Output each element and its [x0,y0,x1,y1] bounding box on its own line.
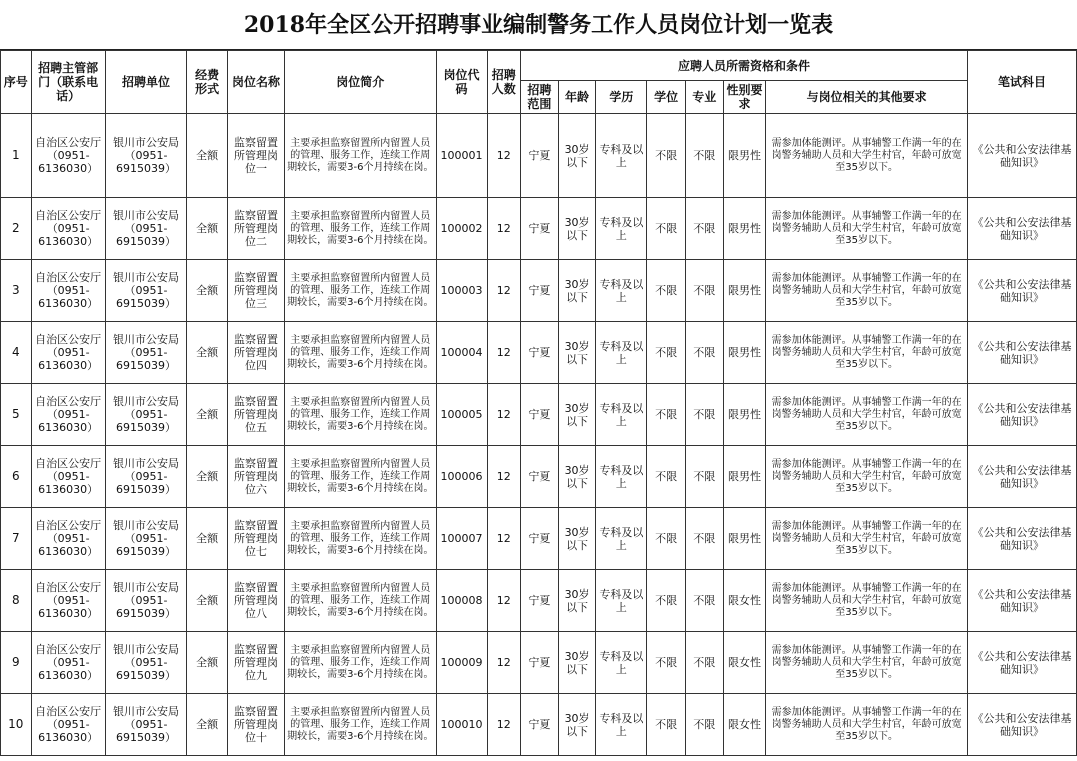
cell-code: 100004 [436,322,487,384]
cell-fund: 全额 [187,570,228,632]
cell-position-name: 监察留置所管理岗位九 [227,632,284,694]
cell-fund: 全额 [187,114,228,198]
cell-education: 专科及以上 [596,508,647,570]
table-row [1,446,1077,508]
cell-range: 宁夏 [521,322,559,384]
cell-exam: 《公共和公安法律基础知识》 [967,384,1076,446]
cell-intro: 主要承担监察留置所内留置人员的管理、服务工作，连续工作周期较长，需要3-6个月持续在岗。 [284,508,436,570]
cell-major: 不限 [685,260,723,322]
cell-major: 不限 [685,446,723,508]
cell-range: 宁夏 [521,632,559,694]
cell-education: 专科及以上 [596,384,647,446]
cell-unit: 银川市公安局（0951-6915039） [105,694,186,756]
cell-dept: 自治区公安厅（0951-6136030） [31,446,105,508]
cell-count: 12 [487,322,521,384]
cell-fund: 全额 [187,632,228,694]
cell-degree: 不限 [647,260,686,322]
cell-unit: 银川市公安局（0951-6915039） [105,198,186,260]
header-count: 招聘人数 [487,51,521,114]
cell-major: 不限 [685,632,723,694]
cell-age: 30岁以下 [558,570,596,632]
table-row [1,260,1077,322]
cell-age: 30岁以下 [558,694,596,756]
cell-seq: 10 [1,694,32,756]
cell-gender: 限男性 [723,384,766,446]
cell-unit: 银川市公安局（0951-6915039） [105,322,186,384]
cell-dept: 自治区公安厅（0951-6136030） [31,570,105,632]
cell-count: 12 [487,508,521,570]
cell-code: 100001 [436,114,487,198]
cell-seq: 9 [1,632,32,694]
cell-degree: 不限 [647,384,686,446]
header-degree: 学位 [647,81,686,114]
cell-dept: 自治区公安厅（0951-6136030） [31,198,105,260]
cell-count: 12 [487,570,521,632]
cell-dept: 自治区公安厅（0951-6136030） [31,632,105,694]
table-row [1,694,1077,756]
cell-gender: 限男性 [723,260,766,322]
table-row [1,114,1077,198]
header-intro: 岗位简介 [284,51,436,114]
cell-education: 专科及以上 [596,322,647,384]
cell-education: 专科及以上 [596,694,647,756]
cell-exam: 《公共和公安法律基础知识》 [967,632,1076,694]
cell-range: 宁夏 [521,446,559,508]
cell-degree: 不限 [647,114,686,198]
cell-degree: 不限 [647,570,686,632]
cell-age: 30岁以下 [558,508,596,570]
cell-intro: 主要承担监察留置所内留置人员的管理、服务工作，连续工作周期较长，需要3-6个月持续在岗。 [284,632,436,694]
cell-fund: 全额 [187,260,228,322]
cell-intro: 主要承担监察留置所内留置人员的管理、服务工作，连续工作周期较长，需要3-6个月持续在岗。 [284,570,436,632]
cell-dept: 自治区公安厅（0951-6136030） [31,508,105,570]
cell-other: 需参加体能测评。从事辅警工作满一年的在岗警务辅助人员和大学生村官，年龄可放宽至35岁以下。 [766,260,968,322]
cell-dept: 自治区公安厅（0951-6136030） [31,322,105,384]
table-body [1,114,1077,756]
cell-age: 30岁以下 [558,322,596,384]
cell-other: 需参加体能测评。从事辅警工作满一年的在岗警务辅助人员和大学生村官，年龄可放宽至35岁以下。 [766,114,968,198]
cell-other: 需参加体能测评。从事辅警工作满一年的在岗警务辅助人员和大学生村官，年龄可放宽至35岁以下。 [766,570,968,632]
cell-code: 100005 [436,384,487,446]
header-seq: 序号 [1,51,32,114]
cell-education: 专科及以上 [596,198,647,260]
cell-fund: 全额 [187,198,228,260]
cell-degree: 不限 [647,198,686,260]
cell-fund: 全额 [187,384,228,446]
cell-other: 需参加体能测评。从事辅警工作满一年的在岗警务辅助人员和大学生村官，年龄可放宽至35岁以下。 [766,198,968,260]
cell-exam: 《公共和公安法律基础知识》 [967,114,1076,198]
recruitment-table [0,50,1077,756]
cell-position-name: 监察留置所管理岗位三 [227,260,284,322]
header-row [1,51,1077,81]
cell-count: 12 [487,632,521,694]
cell-exam: 《公共和公安法律基础知识》 [967,198,1076,260]
cell-unit: 银川市公安局（0951-6915039） [105,446,186,508]
cell-degree: 不限 [647,632,686,694]
cell-code: 100006 [436,446,487,508]
cell-count: 12 [487,384,521,446]
cell-other: 需参加体能测评。从事辅警工作满一年的在岗警务辅助人员和大学生村官，年龄可放宽至35岁以下。 [766,508,968,570]
cell-range: 宁夏 [521,694,559,756]
cell-unit: 银川市公安局（0951-6915039） [105,384,186,446]
cell-position-name: 监察留置所管理岗位七 [227,508,284,570]
cell-age: 30岁以下 [558,632,596,694]
cell-exam: 《公共和公安法律基础知识》 [967,694,1076,756]
cell-fund: 全额 [187,322,228,384]
header-range: 招聘范围 [521,81,559,114]
cell-gender: 限女性 [723,694,766,756]
table-row [1,508,1077,570]
cell-intro: 主要承担监察留置所内留置人员的管理、服务工作，连续工作周期较长，需要3-6个月持续在岗。 [284,198,436,260]
cell-major: 不限 [685,384,723,446]
header-gender: 性别要求 [723,81,766,114]
cell-exam: 《公共和公安法律基础知识》 [967,446,1076,508]
cell-exam: 《公共和公安法律基础知识》 [967,508,1076,570]
header-dept: 招聘主管部门（联系电话） [31,51,105,114]
table-row [1,198,1077,260]
cell-position-name: 监察留置所管理岗位四 [227,322,284,384]
cell-education: 专科及以上 [596,570,647,632]
cell-count: 12 [487,198,521,260]
cell-unit: 银川市公安局（0951-6915039） [105,508,186,570]
cell-gender: 限男性 [723,322,766,384]
cell-position-name: 监察留置所管理岗位十 [227,694,284,756]
cell-unit: 银川市公安局（0951-6915039） [105,632,186,694]
cell-fund: 全额 [187,446,228,508]
header-other: 与岗位相关的其他要求 [766,81,968,114]
cell-other: 需参加体能测评。从事辅警工作满一年的在岗警务辅助人员和大学生村官，年龄可放宽至35岁以下。 [766,632,968,694]
cell-position-name: 监察留置所管理岗位一 [227,114,284,198]
cell-intro: 主要承担监察留置所内留置人员的管理、服务工作，连续工作周期较长，需要3-6个月持续在岗。 [284,694,436,756]
cell-seq: 2 [1,198,32,260]
cell-code: 100010 [436,694,487,756]
cell-education: 专科及以上 [596,260,647,322]
cell-gender: 限女性 [723,632,766,694]
cell-seq: 1 [1,114,32,198]
cell-major: 不限 [685,570,723,632]
cell-position-name: 监察留置所管理岗位五 [227,384,284,446]
cell-major: 不限 [685,508,723,570]
header-position-name: 岗位名称 [227,51,284,114]
cell-intro: 主要承担监察留置所内留置人员的管理、服务工作，连续工作周期较长，需要3-6个月持续在岗。 [284,384,436,446]
header-exam: 笔试科目 [967,51,1076,114]
cell-education: 专科及以上 [596,632,647,694]
table-row [1,384,1077,446]
cell-gender: 限男性 [723,114,766,198]
cell-age: 30岁以下 [558,446,596,508]
cell-seq: 6 [1,446,32,508]
cell-exam: 《公共和公安法律基础知识》 [967,570,1076,632]
cell-seq: 5 [1,384,32,446]
cell-age: 30岁以下 [558,198,596,260]
cell-degree: 不限 [647,694,686,756]
cell-range: 宁夏 [521,384,559,446]
cell-age: 30岁以下 [558,114,596,198]
cell-position-name: 监察留置所管理岗位二 [227,198,284,260]
cell-exam: 《公共和公安法律基础知识》 [967,322,1076,384]
cell-major: 不限 [685,198,723,260]
cell-intro: 主要承担监察留置所内留置人员的管理、服务工作，连续工作周期较长，需要3-6个月持续在岗。 [284,322,436,384]
cell-range: 宁夏 [521,260,559,322]
cell-intro: 主要承担监察留置所内留置人员的管理、服务工作，连续工作周期较长，需要3-6个月持续在岗。 [284,260,436,322]
cell-intro: 主要承担监察留置所内留置人员的管理、服务工作，连续工作周期较长，需要3-6个月持续在岗。 [284,114,436,198]
cell-gender: 限男性 [723,508,766,570]
cell-code: 100003 [436,260,487,322]
header-qualifications: 应聘人员所需资格和条件 [521,51,968,81]
cell-position-name: 监察留置所管理岗位八 [227,570,284,632]
cell-dept: 自治区公安厅（0951-6136030） [31,114,105,198]
cell-position-name: 监察留置所管理岗位六 [227,446,284,508]
cell-count: 12 [487,694,521,756]
cell-seq: 3 [1,260,32,322]
cell-fund: 全额 [187,508,228,570]
cell-other: 需参加体能测评。从事辅警工作满一年的在岗警务辅助人员和大学生村官，年龄可放宽至35岁以下。 [766,384,968,446]
cell-seq: 4 [1,322,32,384]
cell-degree: 不限 [647,508,686,570]
cell-count: 12 [487,260,521,322]
header-education: 学历 [596,81,647,114]
cell-count: 12 [487,446,521,508]
cell-gender: 限女性 [723,570,766,632]
cell-unit: 银川市公安局（0951-6915039） [105,570,186,632]
cell-code: 100009 [436,632,487,694]
table-row [1,632,1077,694]
cell-intro: 主要承担监察留置所内留置人员的管理、服务工作，连续工作周期较长，需要3-6个月持续在岗。 [284,446,436,508]
cell-range: 宁夏 [521,114,559,198]
cell-other: 需参加体能测评。从事辅警工作满一年的在岗警务辅助人员和大学生村官，年龄可放宽至35岁以下。 [766,322,968,384]
header-age: 年龄 [558,81,596,114]
cell-code: 100008 [436,570,487,632]
header-fund: 经费形式 [187,51,228,114]
cell-unit: 银川市公安局（0951-6915039） [105,114,186,198]
cell-code: 100002 [436,198,487,260]
cell-degree: 不限 [647,322,686,384]
cell-dept: 自治区公安厅（0951-6136030） [31,694,105,756]
header-unit: 招聘单位 [105,51,186,114]
cell-other: 需参加体能测评。从事辅警工作满一年的在岗警务辅助人员和大学生村官，年龄可放宽至35岁以下。 [766,446,968,508]
cell-education: 专科及以上 [596,446,647,508]
cell-gender: 限男性 [723,446,766,508]
header-major: 专业 [685,81,723,114]
cell-unit: 银川市公安局（0951-6915039） [105,260,186,322]
cell-major: 不限 [685,694,723,756]
table-row [1,322,1077,384]
cell-dept: 自治区公安厅（0951-6136030） [31,260,105,322]
cell-code: 100007 [436,508,487,570]
cell-major: 不限 [685,114,723,198]
cell-age: 30岁以下 [558,260,596,322]
cell-range: 宁夏 [521,508,559,570]
cell-fund: 全额 [187,694,228,756]
header-code: 岗位代码 [436,51,487,114]
cell-seq: 7 [1,508,32,570]
cell-range: 宁夏 [521,198,559,260]
cell-degree: 不限 [647,446,686,508]
cell-age: 30岁以下 [558,384,596,446]
cell-major: 不限 [685,322,723,384]
table-row [1,570,1077,632]
cell-gender: 限男性 [723,198,766,260]
cell-other: 需参加体能测评。从事辅警工作满一年的在岗警务辅助人员和大学生村官，年龄可放宽至35岁以下。 [766,694,968,756]
cell-dept: 自治区公安厅（0951-6136030） [31,384,105,446]
cell-range: 宁夏 [521,570,559,632]
cell-education: 专科及以上 [596,114,647,198]
cell-exam: 《公共和公安法律基础知识》 [967,260,1076,322]
cell-seq: 8 [1,570,32,632]
cell-count: 12 [487,114,521,198]
page-title: 2018年全区公开招聘事业编制警务工作人员岗位计划一览表 [0,0,1077,50]
